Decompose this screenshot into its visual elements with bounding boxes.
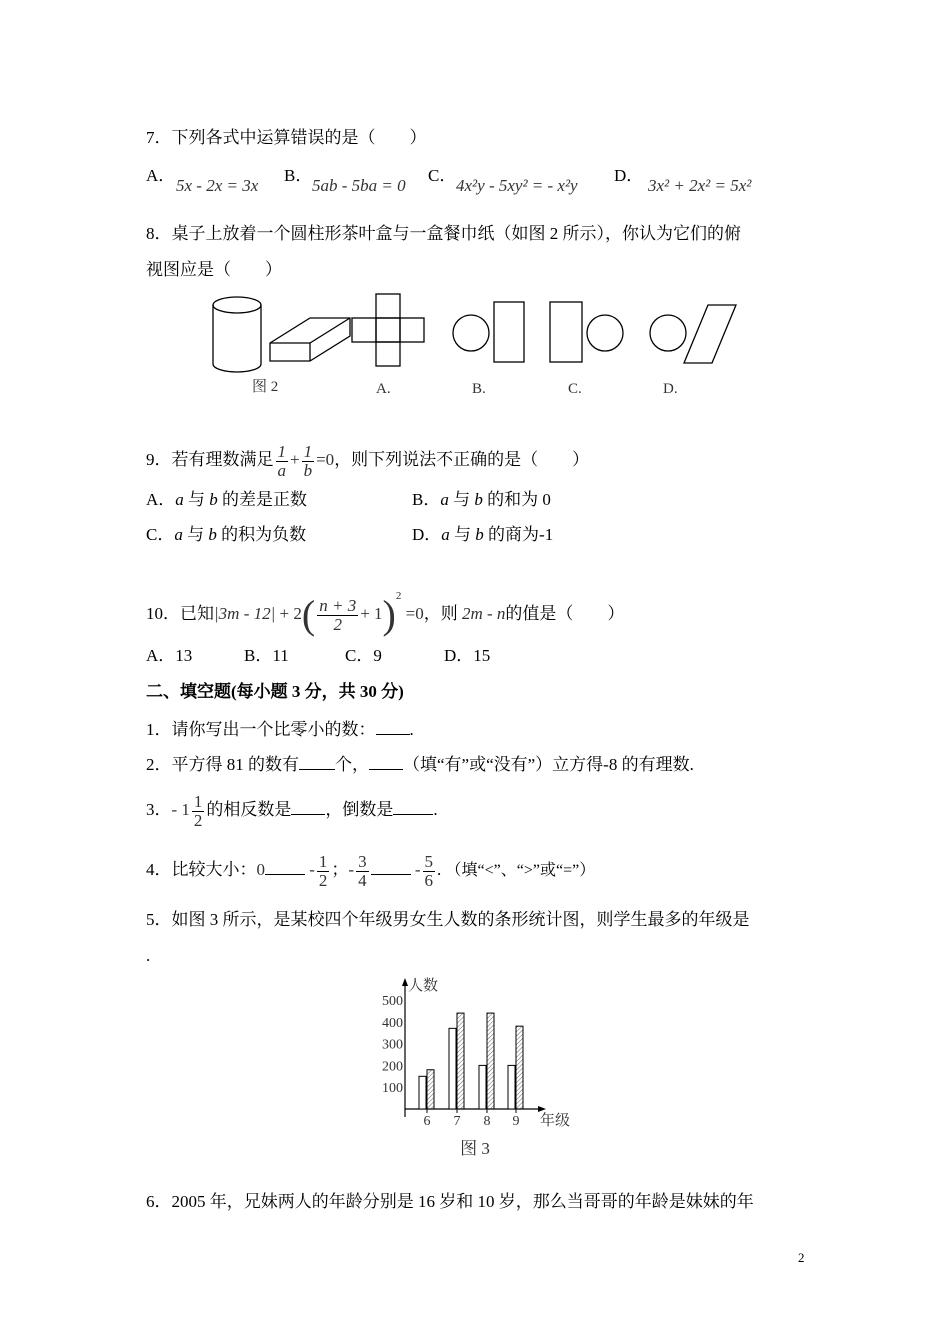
q10-option-d: D．15 [444, 646, 491, 665]
bar-boys [479, 1065, 486, 1109]
fill4-fraction-2: $\frac{3}{4}$ [358, 851, 367, 890]
q9-plus: + [290, 450, 300, 469]
fill4-fraction-1: $\frac{1}{2}$ [318, 851, 328, 890]
box-figure [270, 318, 350, 361]
bar-boys [419, 1076, 426, 1109]
q8-stem-line2: 视图应是（ ） [146, 260, 282, 279]
fill6-line1: 6．2005 年，兄妹两人的年龄分别是 16 岁和 10 岁，那么当哥哥的年龄是妹妹的年 [146, 1192, 754, 1211]
q8-stem-line1: 8．桌子上放着一个圆柱形茶叶盒与一盒餐巾纸（如图 2 所示），你认为它们的俯 [146, 224, 741, 243]
q7-stem: 7．下列各式中运算错误的是（ ） [146, 128, 427, 147]
x-axis-arrow [538, 1106, 546, 1112]
fill5-line2: . [146, 946, 151, 965]
option-c-figure [550, 302, 623, 362]
q10-plus-1: + 1 [360, 604, 383, 623]
fill1: 1．请你写出一个比零小的数： . [146, 720, 414, 739]
q10-left-paren: ( [301, 592, 316, 638]
q10-exponent: 2 [395, 590, 402, 602]
q10-option-c: C．9 [345, 646, 382, 665]
q7-option-b-label: B． [284, 166, 313, 185]
x-tick-label: 9 [512, 1114, 520, 1129]
y-tick-label: 200 [382, 1059, 403, 1075]
q7-option-c-expr: 4x²y - 5xy² = - x²y [456, 176, 578, 195]
bar-girls [457, 1013, 464, 1109]
x-tick-label: 7 [453, 1114, 461, 1129]
option-c-label: C. [568, 381, 582, 397]
q9-option-a: A．a 与 b 的差是正数 [146, 490, 308, 509]
q10-prefix: 10．已知 [146, 604, 214, 623]
q7-option-c-label: C． [428, 166, 457, 185]
y-tick-label: 400 [382, 1015, 403, 1031]
q9-prefix: 9．若有理数满足 [146, 450, 274, 469]
q9-option-b: B．a 与 b 的和为 0 [412, 490, 551, 509]
q7-option-b-expr: 5ab - 5ba = 0 [312, 176, 406, 195]
q10-plus-2: + 2 [279, 604, 302, 623]
option-d-label: D. [663, 381, 678, 397]
q8-figures [200, 288, 760, 403]
fill3-neg-mixed: - 1 [171, 800, 190, 819]
y-tick-label: 100 [382, 1081, 403, 1097]
x-tick-label: 8 [483, 1114, 491, 1129]
y-tick-label: 300 [382, 1037, 403, 1053]
bar-boys [449, 1028, 456, 1109]
bar-girls [516, 1026, 523, 1109]
x-axis-label: 年级 [540, 1113, 571, 1129]
fill4-blank-2[interactable] [371, 858, 411, 875]
q10-suffix: 的值是（ ） [505, 604, 625, 623]
q7-option-d-label: D． [614, 166, 644, 185]
fill3-blank-1[interactable] [291, 798, 325, 815]
q10-abs-expr: |3m - 12| [214, 604, 276, 623]
fill4-blank-1[interactable] [265, 858, 305, 875]
bar-girls [427, 1070, 434, 1109]
q9-suffix: ，则下列说法不正确的是（ ） [334, 450, 590, 469]
fill4-fraction-3: $\frac{5}{6}$ [424, 851, 434, 890]
fill1-blank[interactable] [376, 718, 410, 735]
q9-fraction-2: $\frac{1}{b}$ [303, 441, 313, 480]
cylinder-figure [213, 297, 261, 372]
section2-title: 二、填空题(每小题 3 分，共 30 分) [146, 682, 404, 701]
q10-option-b: B．11 [244, 646, 289, 665]
q9-option-d: D．a 与 b 的商为-1 [412, 525, 554, 544]
q10-equals: =0 [405, 604, 424, 623]
page-number: 2 [798, 1250, 805, 1265]
fill2-blank-2[interactable] [369, 753, 403, 770]
fill4: 4．比较大小：0 - $\frac{1}{2}$ ；- $\frac{3}{4}$ - $\frac{5}{6}$ . （填“<”、“>”或“=”） [146, 851, 596, 890]
q10-mid: ，则 [423, 604, 458, 623]
q9-option-c: C．a 与 b 的积为负数 [146, 525, 307, 544]
y-tick-label: 500 [382, 994, 403, 1009]
bar-chart-fig3 [370, 970, 590, 1165]
chart-title: 图 3 [460, 1139, 490, 1158]
x-tick-label: 6 [423, 1114, 431, 1129]
option-b-figure [453, 302, 524, 362]
option-a-label: A. [376, 381, 391, 397]
q10-right-paren: ) [382, 592, 396, 638]
q9-stem [146, 440, 589, 480]
fill2-blank-1[interactable] [299, 753, 335, 770]
y-axis-label: 人数 [408, 978, 439, 994]
fill3-blank-2[interactable] [393, 798, 433, 815]
q10-stem [146, 568, 625, 638]
option-b-label: B. [472, 381, 486, 397]
q7-option-a-label: A． [146, 166, 176, 185]
fill3: 3．- 1 $\frac{1}{2}$ 的相反数是 ，倒数是 . [146, 791, 438, 830]
option-a-net-figure [352, 294, 424, 366]
q7-option-a-expr: 5x - 2x = 3x [176, 176, 259, 195]
q10-option-a: A．13 [146, 646, 193, 665]
q10-fraction: $\frac{n + 3}{2}$ [319, 595, 357, 634]
q9-equals: =0 [316, 450, 335, 469]
fill2: 2．平方得 81 的数有 个， （填“有”或“没有”）立方得-8 的有理数. [146, 755, 694, 774]
q10-expr: 2m - n [461, 604, 506, 623]
fill5-line1: 5．如图 3 所示，是某校四个年级男女生人数的条形统计图，则学生最多的年级是 [146, 910, 750, 929]
bar-boys [508, 1065, 515, 1109]
option-d-figure [650, 305, 736, 363]
bar-girls [487, 1013, 494, 1109]
fig2-label: 图 2 [252, 379, 279, 395]
q7-option-d-expr: 3x² + 2x² = 5x² [648, 176, 752, 195]
q9-fraction-1: $\frac{1}{a}$ [277, 441, 286, 480]
fill3-fraction: $\frac{1}{2}$ [193, 791, 203, 830]
